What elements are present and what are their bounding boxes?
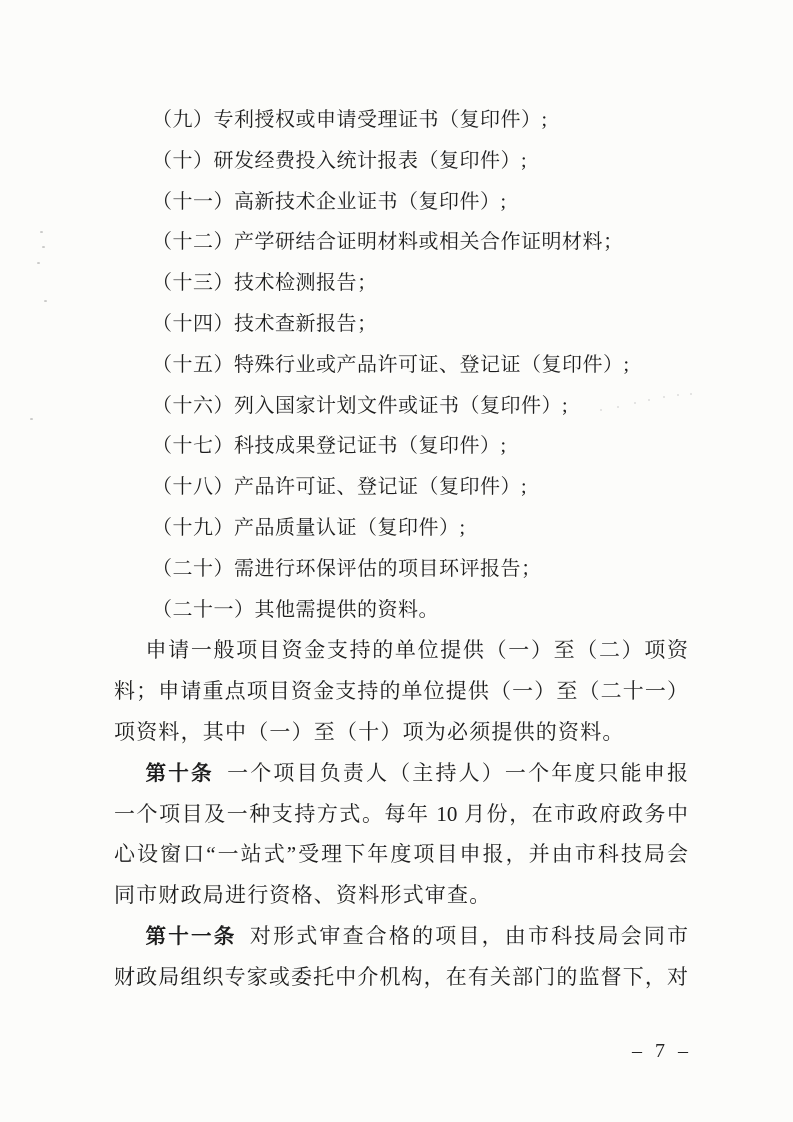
scan-speckle [617,406,619,408]
document-content [114,100,688,998]
line-text: 项资料，其中（一）至（十）项为必须提供的资料。 [114,719,625,744]
list-item: （十七）科技成果登记证书（复印件）; [152,435,507,458]
text-line [114,834,688,875]
list-item: （十八）产品许可证、登记证（复印件）; [152,476,528,499]
text-line [114,875,688,916]
scan-speckle [44,300,47,302]
list-item: （十一）高新技术企业证书（复印件）; [152,190,507,213]
scan-speckle [40,231,43,233]
line-text: 申请一般项目资金支持的单位提供（一）至（二）项资 [145,638,688,663]
list-item: （九）专利授权或申请受理证书（复印件）; [152,109,548,131]
requirements-list [114,100,688,630]
list-item: （十三）技术检测报告； [152,272,378,295]
list-item: （十）研发经费投入统计报表（复印件）; [152,149,528,172]
text-line [114,630,688,671]
list-item: （十二）产学研结合证明材料或相关合作证明材料； [152,231,624,254]
scan-speckle [37,262,40,264]
scan-speckle [30,418,33,420]
text-line [114,753,688,794]
list-item: （十六）列入国家计划文件或证书（复印件）; [152,394,569,417]
text-line [114,794,688,835]
article-number: 第十一条 [145,924,237,948]
line-text: 财政局组织专家或委托中介机构，在有关部门的监督下，对 [114,964,688,989]
page-number: – 7 – [632,1040,692,1062]
line-text: 一个项目及一种支持方式。每年 10 月份，在市政府政务中 [114,801,688,826]
text-line [114,957,688,998]
list-item: （十四）技术查新报告； [152,312,378,335]
line-text: 料；申请重点项目资金支持的单位提供（一）至（二十一） [114,679,688,704]
line-text: 一个项目负责人（主持人）一个年度只能申报 [227,760,688,785]
scan-speckle [648,399,650,401]
body-paragraphs [114,630,688,997]
list-item: （十九）产品质量认证（复印件）; [152,516,466,539]
line-text: 同市财政局进行资格、资料形式审查。 [114,883,492,908]
text-line [114,712,688,753]
scan-speckle [42,246,45,248]
list-item: （二十）需进行环保评估的项目环评报告； [152,557,542,580]
text-line [114,671,688,712]
scan-speckle [600,409,602,411]
line-text: 心设窗口“一站式”受理下年度项目申报，并由市科技局会 [114,842,688,867]
article-number: 第十条 [145,761,214,785]
scan-speckle [677,394,679,396]
scan-speckle [690,393,692,395]
list-item: （二十一）其他需提供的资料。 [152,598,439,621]
list-item: （十五）特殊行业或产品许可证、登记证（复印件）; [152,353,630,376]
line-text: 对形式审查合格的项目，由市科技局会同市 [249,923,688,948]
scan-speckle [634,402,636,404]
scan-speckle [663,396,665,398]
text-line [114,916,688,957]
